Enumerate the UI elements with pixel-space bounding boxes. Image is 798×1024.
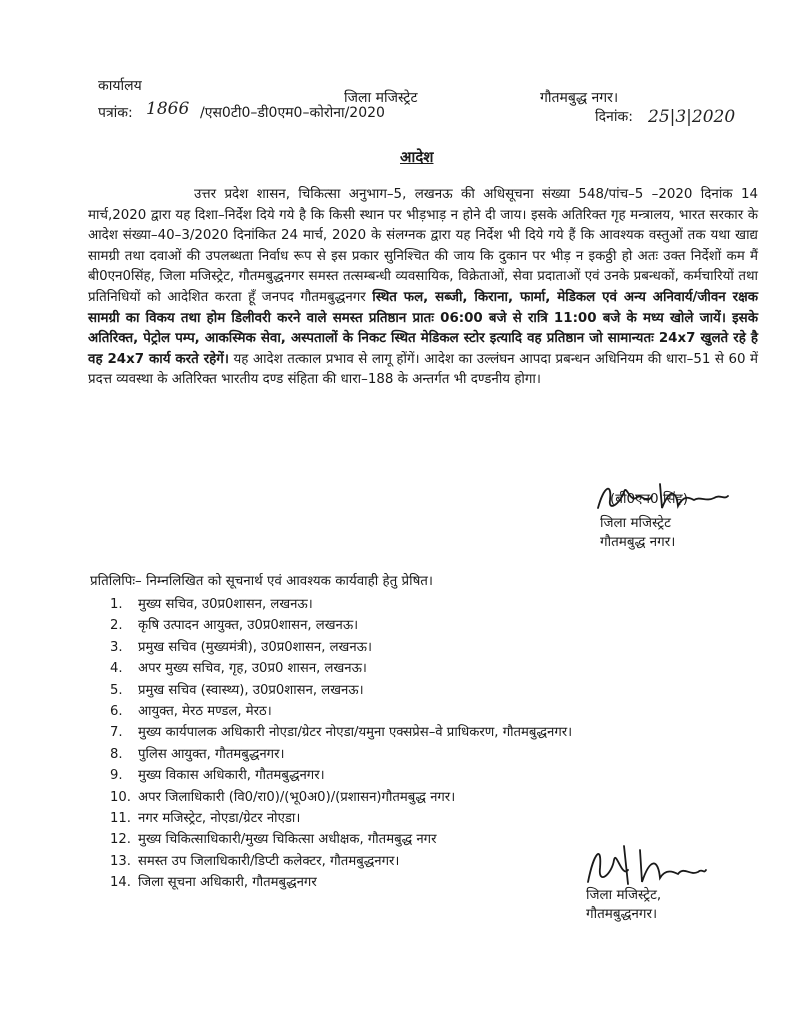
city-name: गौतमबुद्ध नगर। — [540, 90, 619, 106]
copy-to-list — [110, 594, 572, 894]
list-item: 14. जिला सूचना अधिकारी, गौतमबुद्धनगर — [110, 875, 317, 891]
letter-reference: /एस0टी0–डी0एम0–कोरोना/2020 — [200, 105, 385, 121]
letter-label: पत्रांक: — [98, 105, 133, 121]
list-item: 5. प्रमुख सचिव (स्वास्थ्य), उ0प्र0शासन, लखनऊ। — [110, 682, 364, 698]
signatory-place: गौतमबुद्ध नगर। — [600, 534, 676, 550]
letter-number-handwritten: 1866 — [146, 99, 190, 119]
list-item: 9. मुख्य विकास अधिकारी, गौतमबुद्धनगर। — [110, 768, 325, 784]
body-text-part2: यह आदेश तत्काल प्रभाव से लागू होंगें। आदेश का उल्लंघन आपदा प्रबन्धन अधिनियम की धारा–51 से 60 में प्रदत्त व्यवस्था के अतिरिक्त भारतीय दण्ड संहिता की धारा–188 के अन्तर्गत भी दण्डनीय होगा। — [88, 351, 758, 388]
office-title: जिला मजिस्ट्रेट — [344, 90, 418, 106]
list-item: 2. कृषि उत्पादन आयुक्त, उ0प्र0शासन, लखनऊ। — [110, 618, 359, 634]
signatory-name: (बी0एन0 सिंह) — [610, 491, 688, 507]
list-item: 6. आयुक्त, मेरठ मण्डल, मेरठ। — [110, 704, 272, 720]
body-text-part1: उत्तर प्रदेश शासन, चिकित्सा अनुभाग–5, लखनऊ की अधिसूचना संख्या 548/पांच–5 –2020 दिनांक 14 मार्च,2020 द्वारा यह दिशा–निर्देश दिये गये है कि किसी स्थान पर भीड़भाड़ न होने दी जाय। इसके अतिरिक्त गृह मन्त्रालय, भारत सरकार के आदेश संख्या–40–3/2020 दिनांकित 24 मार्च, 2020 के संलग्नक द्वारा यह निर्देश भी दिये गये हैं कि आवश्यक वस्तुओं तक यथा खाद्य सामग्री तथा दवाओं की उपलब्धता निर्वाध रूप से इस प्रकार सुनिश्चित की जाय कि दुकान पर भीड़ न इकठ्ठी हो अतः उक्त निर्देशों कम मैं बी0एन0सिंह, जिला मजिस्ट्रेट, गौतमबुद्धनगर समस्त तत्सम्बन्धी व्यवसायिक, विक्रेताओं, सेवा प्रदाताओं एवं उनके प्रबन्धकों, कर्मचारियों तथा प्रतिनिधियों को आदेशित करता हूँ जनपद गौतमबुद्धनगर — [88, 187, 758, 305]
signatory2-place: गौतमबुद्धनगर। — [586, 906, 658, 922]
signature2-block — [586, 886, 661, 924]
list-item: 13. समस्त उप जिलाधिकारी/डिप्टी कलेक्टर, गौतमबुद्धनगर। — [110, 853, 400, 869]
date-label: दिनांक: — [595, 109, 633, 125]
list-item: 10. अपर जिलाधिकारी (वि0/रा0)/(भू0अ0)/(प्रशासन)गौतमबुद्ध नगर। — [110, 789, 456, 805]
list-item: 12. मुख्य चिकित्साधिकारी/मुख्य चिकित्सा अधीक्षक, गौतमबुद्ध नगर — [110, 832, 437, 848]
body-text-bold: स्थित फल, सब्जी, किराना, फार्मा, मेडिकल एवं अन्य अनिवार्य/जीवन रक्षक सामग्री का विकय तथा होम डिलीवरी करने वाले समस्त प्रतिष्ठान प्रातः 06:00 बजे से रात्रि 11:00 बजे के मध्य खोले जायें। इसके अतिरिक्त, पेट्रोल पम्प, आकस्मिक सेवा, अस्पतालों के निकट स्थित मेडिकल स्टोर इत्यादि वह प्रतिष्ठान जो सामान्यतः 24x7 खुलते रहे है वह 24x7 कार्य करते रहेगें। — [88, 289, 758, 367]
copy-to-heading: प्रतिलिपिः– निम्नलिखित को सूचनार्थ एवं आवश्यक कार्यवाही हेतु प्रेषित। — [90, 574, 434, 589]
list-item: 8. पुलिस आयुक्त, गौतमबुद्धनगर। — [110, 746, 285, 762]
list-item: 4. अपर मुख्य सचिव, गृह, उ0प्र0 शासन, लखनऊ। — [110, 661, 367, 677]
signatory2-designation: जिला मजिस्ट्रेट, — [586, 887, 662, 903]
signature1-block — [610, 490, 688, 509]
list-item: 7. मुख्य कार्यपालक अधिकारी नोएडा/ग्रेटर नोएडा/यमुना एक्सप्रेस–वे प्राधिकरण, गौतमबुद्धनगर। — [110, 725, 573, 741]
order-title: आदेश — [400, 148, 434, 166]
signatory-designation: जिला मजिस्ट्रेट — [600, 515, 671, 531]
signature1-designation-block — [600, 514, 675, 552]
order-body — [88, 185, 758, 391]
list-item: 3. प्रमुख सचिव (मुख्यमंत्री), उ0प्र0शासन, लखनऊ। — [110, 639, 373, 655]
list-item: 11. नगर मजिस्ट्रेट, नोएडा/ग्रेटर नोएडा। — [110, 811, 301, 827]
date-handwritten: 25|3|2020 — [648, 107, 736, 127]
list-item: 1. मुख्य सचिव, उ0प्र0शासन, लखनऊ। — [110, 597, 313, 612]
office-label: कार्यालय — [98, 78, 142, 94]
